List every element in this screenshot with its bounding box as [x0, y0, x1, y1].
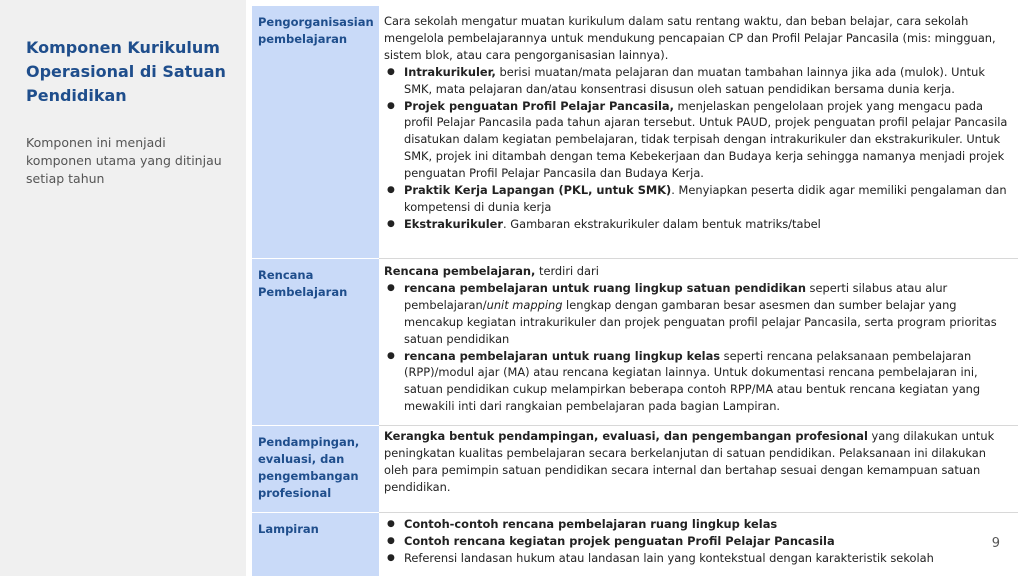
row-heading: Lampiran [252, 513, 379, 576]
row-rencana [252, 259, 1018, 425]
bullet-list [384, 64, 1010, 233]
row-intro: Rencana pembelajaran, terdiri dari [384, 264, 599, 278]
list-item: ● rencana pembelajaran untuk ruang lingkup satuan pendidikan seperti silabus atau alur pembelajaran/unit mapping lengkap dengan gambaran besar asesmen dan sumber belajar yang mencakup kegiatan intrakurikuler dan projek penguatan profil pelajar Pancasila, serta program prioritas satuan pendidikan [384, 280, 1010, 348]
row-pengorganisasian [252, 6, 1018, 258]
row-lampiran [252, 513, 1018, 576]
list-item: ● rencana pembelajaran untuk ruang lingkup kelas seperti rencana pelaksanaan pembelajaran (RPP)/modul ajar (MA) atau rencana kegiatan lainnya. Untuk dokumentasi rencana pembelajaran ini, satuan pendidikan cukup melampirkan beberapa contoh RPP/MA atau bentuk rencana kegiatan yang mewakili inti dari rangkaian pembelajaran pada bagian Lampiran. [384, 348, 1010, 416]
slide-title: Komponen Kurikulum Operasional di Satuan Pendidikan [26, 38, 226, 105]
page-number: 9 [991, 536, 1000, 551]
row-heading: Rencana Pembelajaran [252, 259, 379, 425]
component-table [252, 6, 1018, 576]
row-intro: Cara sekolah mengatur muatan kurikulum dalam satu rentang waktu, dan beban belajar, cara sekolah mengelola pembelajarannya untuk mendukung pencapaian CP dan Profil Pelajar Pancasila (mis: mingguan, sistem blok, atau cara pengorganisasian lainnya). [384, 14, 996, 62]
row-content [379, 259, 1018, 425]
list-item: ● Intrakurikuler, berisi muatan/mata pelajaran dan muatan tambahan lainnya jika ada (mulok). Untuk SMK, mata pelajaran dan/atau konsentrasi disusun oleh satuan pendidikan bersama dunia kerja. [384, 64, 1010, 98]
row-heading: Pendampingan, evaluasi, dan pengembangan profesional [252, 426, 379, 512]
bullet-list [384, 280, 1010, 415]
list-item: ● Referensi landasan hukum atau landasan lain yang kontekstual dengan karakteristik sekolah [384, 550, 1010, 567]
list-item: ● Contoh-contoh rencana pembelajaran ruang lingkup kelas [384, 516, 1010, 533]
row-heading: Pengorganisasian pembelajaran [252, 6, 379, 258]
list-item: ● Projek penguatan Profil Pelajar Pancasila, menjelaskan pengelolaan projek yang mengacu pada profil Pelajar Pancasila pada tahun ajaran tersebut. Untuk PAUD, projek penguatan profil pelajar Pancasila disatukan dalam kegiatan pembelajaran, tidak terpisah dengan intrakurikuler dan ekstrakurikuler. Untuk SMK, projek ini ditambah dengan tema Kebekerjaan dan Budaya kerja sehingga namanya menjadi projek penguatan Profil Pelajar Pancasila dan Budaya Kerja. [384, 98, 1010, 183]
left-panel [0, 0, 246, 576]
list-item: ● Ekstrakurikuler. Gambaran ekstrakurikuler dalam bentuk matriks/tabel [384, 216, 1010, 233]
list-item: ● Contoh rencana kegiatan projek penguatan Profil Pelajar Pancasila [384, 533, 1010, 550]
slide-subtitle: Komponen ini menjadi komponen utama yang ditinjau setiap tahun [26, 135, 222, 186]
row-content [379, 426, 1018, 512]
row-intro: Kerangka bentuk pendampingan, evaluasi, dan pengembangan profesional yang dilakukan untuk peningkatan kualitas pembelajaran secara berkelanjutan di satuan pendidikan. Pelaksanaan ini dilakukan oleh para pemimpin satuan pendidikan secara internal dan bertahap sesuai dengan kemampuan satuan pendidikan. [384, 429, 995, 494]
list-item: ● Praktik Kerja Lapangan (PKL, untuk SMK). Menyiapkan peserta didik agar memiliki pengalaman dan kompetensi di dunia kerja [384, 182, 1010, 216]
bullet-list [384, 516, 1010, 567]
row-content [379, 513, 1018, 576]
row-pendampingan [252, 426, 1018, 512]
row-content [379, 6, 1018, 258]
